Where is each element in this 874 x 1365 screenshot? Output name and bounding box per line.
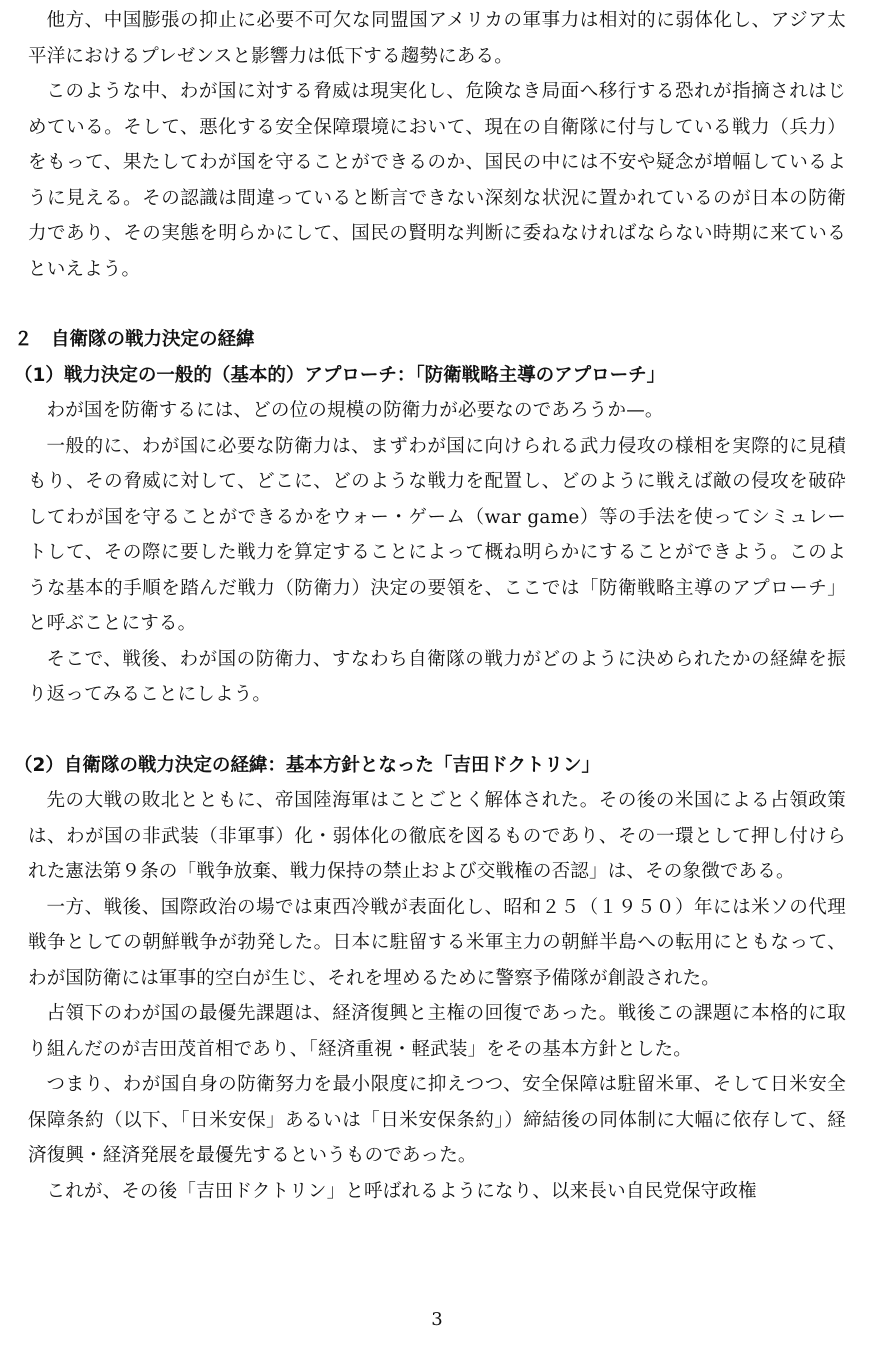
subsection-1-paragraph-1: わが国を防衛するには、どの位の規模の防衛力が必要なのであろうか—。 [46,400,664,421]
subsection-2-paragraph-1: 先の大戦の敗北とともに、帝国陸海軍はことごとく解体された。その後の米国による占領政策は、わが国の非武装（非軍事）化・弱体化の徹底を図るものであり、その一環として押し付けられた憲法第９条の「戦争放棄、戦力保持の禁止および交戦権の否認」は、その象徴である。 [28,790,846,882]
section-2-heading: ２ 自衛隊の戦力決定の経緯 [14,329,255,350]
section-spacer [28,713,846,748]
subsection-2-heading: （2）自衛隊の戦力決定の経緯：基本方針となった「吉田ドクトリン」 [14,754,601,776]
subsection-2-paragraph-5: これが、その後「吉田ドクトリン」と呼ばれるようになり、以来長い自民党保守政権 [46,1180,757,1202]
subsection-2-paragraph-4: つまり、わが国自身の防衛努力を最小限度に抑えつつ、安全保障は駐留米軍、そして日米安全保障条約（以下、「日米安保」あるいは「日米安保条約」）締結後の同体制に大幅に依存して、経済復興・経済発展を最優先するというものであった。 [28,1074,846,1166]
subsection-1-paragraph-2: 一般的に、わが国に必要な防衛力は、まずわが国に向けられる武力侵攻の様相を実際的に見積もり、その脅威に対して、どこに、どのような戦力を配置し、どのように戦えば敵の侵攻を破砕してわが国を守ることができるかをウォー・ゲーム（war game）等の手法を使ってシミュレートして、その際に要した戦力を算定することによって概ね明らかにすることができよう。このような基本的手順を踏んだ戦力（防衛力）決定の要領を、ここでは「防衛戦略主導のアプローチ」と呼ぶことにする。 [28,435,846,634]
section-spacer [28,287,846,322]
intro-paragraph-1: 他方、中国膨張の抑止に必要不可欠な同盟国アメリカの軍事力は相対的に弱体化し、アジア太平洋におけるプレゼンスと影響力は低下する趨勢にある。 [28,10,846,67]
subsection-2-paragraph-2: 一方、戦後、国際政治の場では東西冷戦が表面化し、昭和２５（１９５０）年には米ソの代理戦争としての朝鮮戦争が勃発した。日本に駐留する米軍主力の朝鮮半島への転用にともなって、わが国防衛には軍事的空白が生じ、それを埋めるために警察予備隊が創設された。 [28,896,846,989]
document-page [14,0,846,1209]
intro-paragraph-2: このような中、わが国に対する脅威は現実化し、危険なき局面へ移行する恐れが指摘されはじめている。そして、悪化する安全保障環境において、現在の自衛隊に付与している戦力（兵力）をもって、果たしてわが国を守ることができるのか、国民の中には不安や疑念が増幅しているように見える。その認識は間違っていると断言できない深刻な状況に置かれているのが日本の防衛力であり、その実態を明らかにして、国民の賢明な判断に委ねなければならない時期に来ているといえよう。 [28,81,846,280]
page-number: 3 [431,1309,443,1330]
subsection-2-paragraph-3: 占領下のわが国の最優先課題は、経済復興と主権の回復であった。戦後この課題に本格的に取り組んだのが吉田茂首相であり、「経済重視・軽武装」をその基本方針とした。 [28,1003,846,1060]
subsection-1-heading: （1）戦力決定の一般的（基本的）アプローチ：「防衛戦略主導のアプローチ」 [14,364,666,386]
subsection-1-paragraph-3: そこで、戦後、わが国の防衛力、すなわち自衛隊の戦力がどのように決められたかの経緯を振り返ってみることにしよう。 [28,648,846,705]
